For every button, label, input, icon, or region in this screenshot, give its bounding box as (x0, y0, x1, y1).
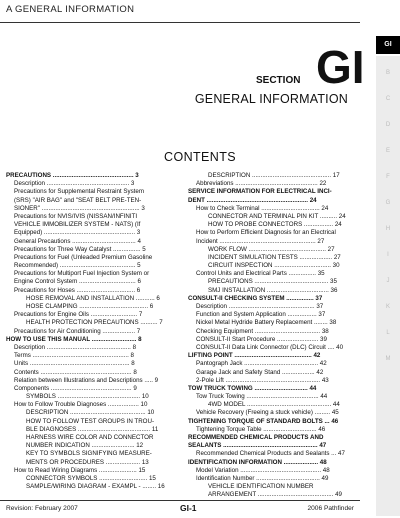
toc-entry[interactable]: SYMBOLS ................................................ 10 (26, 393, 149, 401)
toc-entry[interactable]: CONNECTOR AND TERMINAL PIN KIT .......... 24 (208, 212, 346, 220)
toc-column-left (6, 172, 176, 491)
toc-entry[interactable]: Precautions for NVIS/IVIS (NISSAN/INFINITI (14, 212, 138, 220)
toc-column-right (188, 172, 358, 500)
toc-entry[interactable]: Vehicle Recovery (Freeing a stuck vehicle) ......... 45 (196, 409, 339, 417)
toc-entry[interactable]: Components ............................................... 9 (14, 384, 137, 392)
toc-entry[interactable]: How to Read Wiring Diagrams ...................... 15 (14, 466, 146, 474)
toc-entry[interactable]: Terms ........................................................ 8 (14, 352, 134, 360)
toc-entry[interactable]: Precautions for Multiport Fuel Injection System or (14, 270, 150, 278)
toc-entry[interactable]: Engine Control System ................................. 6 (14, 278, 141, 286)
toc-entry[interactable]: DESCRIPTION ............................................ 10 (26, 409, 155, 417)
header-divider (0, 22, 360, 23)
section-index-letter[interactable]: J (386, 278, 390, 284)
toc-entry[interactable]: HOW TO USE THIS MANUAL .......................... 8 (6, 335, 142, 343)
chapter-header: A GENERAL INFORMATION (6, 4, 135, 15)
toc-entry[interactable]: SAMPLE/WIRING DIAGRAM - EXAMPL - ........ 16 (26, 483, 165, 491)
toc-entry[interactable]: CONSULT-II Start Procedure ........................ 39 (196, 335, 327, 343)
toc-entry[interactable]: CONNECTOR SYMBOLS ............................ 15 (26, 474, 156, 482)
toc-entry[interactable]: Units .......................................................... 8 (14, 360, 135, 368)
toc-entry[interactable]: LIFTING POINT ............................................. 42 (188, 352, 321, 360)
section-index-letter[interactable]: B (385, 70, 390, 76)
toc-entry[interactable]: CONSULT-II CHECKING SYSTEM ................ 37 (188, 294, 323, 302)
section-index-letter[interactable]: H (385, 226, 391, 232)
toc-entry[interactable]: Checking Equipment ...................................... 38 (196, 327, 329, 335)
toc-entry[interactable]: HOSE REMOVAL AND INSTALLATION ........... 6 (26, 294, 160, 302)
toc-entry[interactable]: BLE DIAGNOSES .......................................... 11 (26, 425, 159, 433)
toc-entry[interactable]: Contents ..................................................... 8 (14, 368, 137, 376)
toc-entry[interactable]: MENTS OR PROCEDURES .................... 13 (26, 458, 149, 466)
section-index-letter[interactable]: D (385, 122, 391, 128)
toc-entry[interactable]: HOW TO FOLLOW TEST GROUPS IN TROU- (26, 417, 155, 425)
section-index-letter[interactable]: G (385, 200, 391, 206)
toc-entry[interactable]: (SRS) "AIR BAG" and "SEAT BELT PRE-TEN- (14, 196, 142, 204)
toc-entry[interactable]: Pantograph Jack ........................................... 42 (196, 360, 327, 368)
toc-entry[interactable]: TIGHTENING TORQUE OF STANDARD BOLTS ... 46 (188, 417, 339, 425)
page-number: GI-1 (180, 503, 197, 513)
toc-entry[interactable]: Tow Truck Towing .......................................... 44 (196, 393, 328, 401)
toc-entry[interactable]: IDENTIFICATION INFORMATION .................... 48 (188, 458, 327, 466)
toc-entry[interactable]: NUMBER INDICATION ......................... 12 (26, 442, 144, 450)
toc-entry[interactable]: RECOMMENDED CHEMICAL PRODUCTS AND (188, 434, 324, 441)
toc-entry[interactable]: SERVICE INFORMATION FOR ELECTRICAL INCI- (188, 188, 332, 196)
toc-entry[interactable]: Relation between Illustrations and Descriptions ..... 9 (14, 376, 159, 384)
toc-entry[interactable]: PRECAUTIONS ............................................... 3 (6, 172, 139, 179)
section-code: GI (316, 41, 365, 93)
toc-entry[interactable]: Precautions for Fuel (Unleaded Premium Gasoline (14, 253, 153, 261)
toc-entry[interactable]: VEHICLE IMMOBILIZER SYSTEM - NATS) (If (14, 221, 141, 229)
toc-entry[interactable]: HARNESS WIRE COLOR AND CONNECTOR (26, 434, 154, 441)
toc-entry[interactable]: CIRCUIT INSPECTION ................................. 30 (208, 262, 340, 270)
toc-entry[interactable]: Nickel Metal Hydride Battery Replacement ........ 38 (196, 319, 337, 327)
toc-entry[interactable]: Recommended Chemical Products and Sealants ... 47 (196, 450, 345, 458)
toc-entry[interactable]: KEY TO SYMBOLS SIGNIFYING MEASURE- (26, 450, 152, 458)
toc-entry[interactable]: How to Check Terminal .................................. 24 (196, 204, 329, 212)
vehicle-model: 2006 Pathfinder (307, 505, 354, 512)
toc-entry[interactable]: TOW TRUCK TOWING ............................... 44 (188, 384, 317, 392)
toc-entry[interactable]: Precautions for Engine Oils ........................... 7 (14, 311, 143, 319)
toc-entry[interactable]: Precautions for Three Way Catalyst ................ 5 (14, 245, 146, 253)
toc-entry[interactable]: General Precautions ..................................... 4 (14, 237, 141, 245)
toc-entry[interactable]: Incident ........................................................ 27 (196, 237, 325, 245)
toc-entry[interactable]: Description ................................................. 8 (14, 343, 137, 351)
toc-entry[interactable]: SMJ INSTALLATION .................................... 36 (208, 286, 338, 294)
toc-entry[interactable]: Precautions for Hoses .................................. 6 (14, 286, 141, 294)
toc-entry[interactable]: Description .................................................. 37 (196, 303, 324, 310)
toc-entry[interactable]: Precautions for Supplemental Restraint System (14, 188, 144, 196)
section-title: GENERAL INFORMATION (194, 92, 348, 106)
section-index-letter[interactable]: I (387, 252, 389, 258)
revision-date: Revision: February 2007 (6, 505, 78, 512)
toc-entry[interactable]: Function and System Application ................. 37 (196, 311, 326, 319)
toc-entry[interactable]: PRECAUTIONS ........................................... 35 (208, 278, 337, 286)
toc-entry[interactable]: DENT ........................................................... 24 (188, 196, 317, 204)
section-index-letter[interactable]: K (385, 304, 390, 310)
section-index-letter[interactable]: F (386, 174, 390, 180)
toc-entry[interactable]: CONSULT-II Data Link Connector (DLC) Circuit .... 40 (196, 343, 344, 351)
toc-entry[interactable]: HOW TO PROBE CONNECTORS ................. 24 (208, 221, 342, 229)
contents-heading: CONTENTS (164, 150, 236, 164)
toc-entry[interactable]: SIONER" ......................................................... 3 (14, 204, 145, 212)
toc-entry[interactable]: Abbreviations ................................................ 22 (196, 180, 327, 188)
section-index-letter[interactable]: L (386, 330, 390, 336)
toc-entry[interactable]: Description ................................................ 3 (14, 180, 135, 188)
toc-entry[interactable]: INCIDENT SIMULATION TESTS ................... 27 (208, 253, 341, 261)
section-index-letter[interactable]: E (385, 148, 390, 154)
section-index-letter[interactable]: M (385, 356, 391, 362)
toc-entry[interactable]: Control Units and Electrical Parts ................ 35 (196, 270, 325, 278)
toc-entry[interactable]: DESCRIPTION .............................................. 17 (208, 172, 340, 179)
footer-divider (0, 500, 360, 501)
toc-entry[interactable]: Garage Jack and Safety Stand ................... 42 (196, 368, 324, 376)
section-label: SECTION (256, 75, 301, 86)
toc-entry[interactable]: Tightening Torque Table ............................... 46 (196, 425, 326, 433)
toc-entry[interactable]: HOSE CLAMPING ........................................ 6 (26, 303, 154, 310)
toc-entry[interactable]: SEALANTS ....................................................... 47 (188, 442, 327, 450)
toc-entry[interactable]: ARRANGEMENT ............................................ 49 (208, 491, 342, 499)
toc-entry[interactable]: VEHICLE IDENTIFICATION NUMBER (208, 483, 314, 491)
toc-entry[interactable]: HEALTH PROTECTION PRECAUTIONS .......... 7 (26, 319, 163, 327)
toc-entry[interactable]: 2-Pole Lift ....................................................... 43 (196, 376, 329, 384)
section-index-letter[interactable]: C (385, 96, 391, 102)
toc-entry[interactable]: How to Perform Efficient Diagnosis for an Electrical (196, 229, 336, 237)
toc-entry[interactable]: 4WD MODEL ................................................. 44 (208, 401, 340, 409)
toc-entry[interactable]: Precautions for Air Conditioning ................... 7 (14, 327, 141, 335)
toc-entry[interactable]: How to Follow Trouble Diagnoses .................. 10 (14, 401, 148, 409)
section-index-strip (376, 56, 400, 516)
toc-entry[interactable]: Model Variation ............................................... 48 (196, 466, 330, 474)
toc-entry[interactable]: Recommended) ............................................ 5 (14, 262, 141, 270)
toc-entry[interactable]: Equipped) ..................................................... 3 (14, 229, 141, 237)
toc-entry[interactable]: Identification Number ..................................... 49 (196, 474, 329, 482)
toc-entry[interactable]: WORK FLOW ............................................. 27 (208, 245, 335, 253)
section-tab-gi[interactable]: GI (376, 36, 400, 54)
